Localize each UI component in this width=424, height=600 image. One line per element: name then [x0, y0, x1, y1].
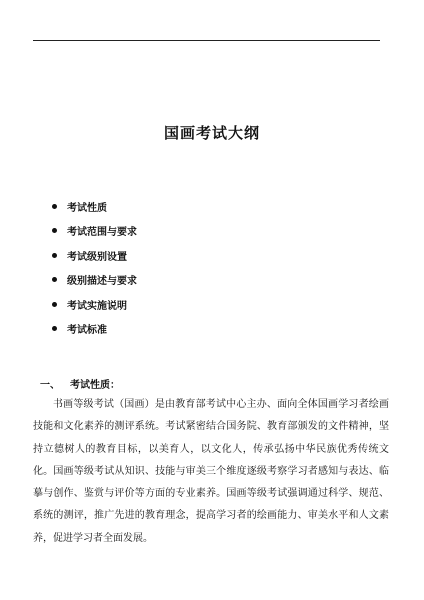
- toc-item: [52, 292, 137, 317]
- toc-item-label: 考试标准: [67, 325, 107, 337]
- bullet-icon: [52, 302, 57, 307]
- toc-item: [52, 268, 137, 293]
- section-heading: [40, 376, 120, 391]
- bullet-icon: [52, 204, 57, 209]
- toc-item: [52, 194, 137, 219]
- bullet-icon: [52, 253, 57, 258]
- toc-item: [52, 219, 137, 244]
- toc-item: [52, 243, 137, 268]
- document-title: 国画考试大纲: [163, 124, 260, 142]
- toc-item-label: 考试范围与要求: [67, 227, 137, 239]
- toc-item-label: 级别描述与要求: [67, 276, 137, 288]
- toc-item-label: 考试实施说明: [67, 300, 127, 312]
- bullet-icon: [52, 326, 57, 331]
- toc-item-label: 考试级别设置: [67, 251, 127, 263]
- toc-item-label: 考试性质: [67, 202, 107, 214]
- section-title: 考试性质：: [70, 380, 120, 391]
- bullet-icon: [52, 228, 57, 233]
- section-number: 一、: [40, 380, 60, 391]
- toc-item: [52, 317, 137, 342]
- bullet-icon: [52, 277, 57, 282]
- section-paragraph: 书画等级考试（国画）是由教育部考试中心主办、面向全体国画学习者绘画技能和文化素养的测评系统。考试紧密结合国务院、教育部颁发的文件精神，坚持立德树人的教育目标，以美育人，以文化人，传承弘扬中华民族优秀传统文化。国画等级考试从知识、技能与审美三个维度逐级考察学习者感知与表达、临摹与创作、鉴赏与评价等方面的专业素养。国画等级考试强调通过科学、规范、系统的测评，推广先进的教育理念，提高学习者的绘画能力、审美水平和人文素养，促进学习者全面发展。: [33, 399, 389, 544]
- header-rule: [33, 40, 380, 41]
- table-of-contents: [52, 194, 137, 341]
